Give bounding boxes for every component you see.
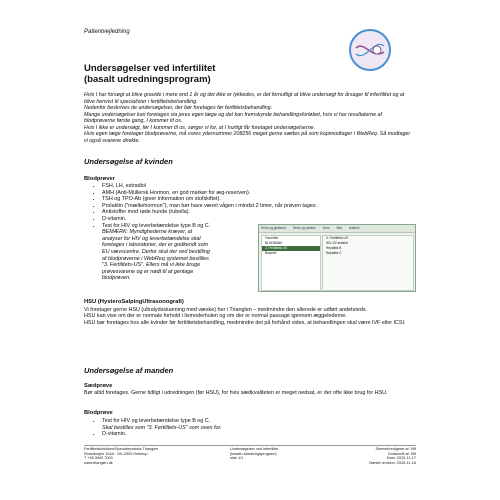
subheading-hsu: HSU (HysteroSalpingUltrasonografi) xyxy=(84,299,184,305)
tree-item: Favoritter xyxy=(265,236,279,240)
intro-paragraph: Hvis I ikke er undersøgt, før I kommer til os, sørger vi for, at I hurtigt får foretaget undersøgelserne. xyxy=(84,124,316,131)
webreq-screenshot xyxy=(258,224,416,292)
footer-line: (basalt udredningsprogram) xyxy=(230,451,277,456)
list-item: • D-vitamin. xyxy=(102,431,402,438)
intro-paragraph: Nedenfor beskrives de undersøgelser, der bør foretages før fertilitetsbehandling. xyxy=(84,105,273,111)
footer-line: Strandvejen 104A · DK-2900 Hellerup xyxy=(84,451,148,456)
footer-line: www.trianglen.dk xyxy=(84,461,113,466)
title-line-1: Undersøgelser ved infertilitet xyxy=(84,63,216,74)
document-type-label: Patientvejledning xyxy=(84,29,130,35)
list-item: • Antistoffer mod røde hunde (rubella). xyxy=(102,209,277,216)
title-line-2: (basalt udredningsprogram) xyxy=(84,74,211,85)
hsu-paragraph: Vi foretager gerne HSU (ultralydsskanning med væske) her i Trianglen – medmindre den allerede er udført andetsteds. xyxy=(84,307,368,313)
pane-item: HIV-1/2 antistof xyxy=(326,241,348,245)
intro-paragraph: Hvis egen læge foretager blodprøverne, må vores ydernummer 208256 meget gerne sættes på som kopimodtager i WebReq. Så modtager vi også svarene direkte. xyxy=(84,131,411,144)
note-line: EU vævscentre. Derfor skal der ved bestilling xyxy=(102,248,210,255)
clinic-logo xyxy=(346,26,394,74)
page-title xyxy=(84,63,215,85)
intro-paragraph: Mange undersøgelser kan foretages via jeres egen læge og det kan fremskynde behandlingsforløbet, hvis vi har resultaterne af blodprøverne første gang, I kommer til os. xyxy=(84,111,382,124)
tree-item: Biokemi xyxy=(265,251,277,255)
man-blood-test-list xyxy=(84,418,402,438)
note-line: af blodprøverne i WebReq systemet bestilles xyxy=(102,255,209,262)
hsu-paragraph: HSU bør foretages hos alle kvinder før fertilitetsbehandling, medmindre det på forhånd vides, at behandlingen skal være IVF eller ICSI. xyxy=(84,319,406,326)
hiv-test-text: • Test for HIV og leverbetændelse type B og C. xyxy=(102,222,211,229)
intro-text xyxy=(84,92,414,144)
footer-line: Skrevet/redigeret af: HB xyxy=(375,447,416,451)
hsu-text xyxy=(84,307,409,326)
footer-revision-info xyxy=(340,447,416,466)
section-heading-man: Undersøgelse af manden xyxy=(84,366,174,375)
hiv-test-text: • Test for HIV og leverbetændelse type B og C. xyxy=(102,418,211,424)
webreq-tree xyxy=(261,235,321,291)
list-item: • FSH, LH, estradiol xyxy=(102,183,277,190)
note-line: BEMÆRK: Myndighederne kræver, at xyxy=(102,229,193,236)
footer-line: Godkendt af: HB xyxy=(387,451,416,456)
section-heading-woman: Undersøgelse af kvinden xyxy=(84,157,173,166)
list-item-hiv xyxy=(102,223,277,282)
note-line: analyser for HIV og leverbetændelse skal xyxy=(102,235,201,242)
toolbar-item: Gem xyxy=(322,226,330,230)
tree-item-selected: 3. Fertilitets-US xyxy=(262,246,320,251)
toolbar-item: Slet xyxy=(336,226,342,230)
footer-clinic-info xyxy=(84,447,204,466)
semen-text: Bør altid foretages. Gerne tidligt i udredningen (før HSU), for hvis sædkvaliteten er meget nedsat, er der ofte ikke brug for HSU. xyxy=(84,390,388,396)
note-line: "3. Fertilitets-US". Ellers må vi ikke bruge xyxy=(102,262,201,269)
toolbar-item: Udskriv xyxy=(348,226,360,230)
footer-document-info xyxy=(230,447,340,461)
list-item: • D-vitamin. xyxy=(102,216,277,223)
pane-item: Hepatitis B xyxy=(326,246,342,250)
note-line: Skal bestilles som "3. Fertilitets-US" som oven for. xyxy=(102,424,222,431)
footer-divider xyxy=(84,445,416,446)
list-item xyxy=(102,418,402,431)
pane-item: 3. Fertilitets-US xyxy=(326,236,348,240)
footer-line: Undersøgelser ved infertilitet xyxy=(230,447,279,451)
pane-item: Hepatitis C xyxy=(326,251,342,255)
hsu-paragraph: HSU kan vise om der er normale forhold i livmoderhulen og om der er normal passage igennem æggelederne. xyxy=(84,313,347,320)
note-line: prøvesvarene og er nødt til at gentage xyxy=(102,268,194,275)
toolbar-item: Send og udskriv xyxy=(292,226,316,230)
intro-paragraph: Hvis I har forsøgt at blive gravide i mere end 1 år og det ikke er lykkedes, er det fornuftigt at blive undersøgt for årsager til infertilitet og at blive henvist til specialister i fertilitetsbehandling. xyxy=(84,92,405,105)
note-line: blodprøven. xyxy=(102,275,131,282)
list-item: • Prolaktin ("mælkehormon"), man bør have været vågen i mindst 2 timer, når prøven tages. xyxy=(102,203,412,210)
tree-item: BLODBANK xyxy=(265,241,283,245)
webreq-toolbar xyxy=(259,225,415,233)
footer-line: Næste revision: 2026-11-16 xyxy=(369,461,416,466)
subheading-blood-tests: Blodprøver xyxy=(84,176,115,182)
footer-line: T +45 3940 7000 xyxy=(84,456,113,461)
footer-line: Dato: 2023-11-17 xyxy=(386,456,416,461)
subheading-semen: Sædprøve xyxy=(84,383,113,389)
footer-line: side 1/1 xyxy=(230,456,244,461)
list-item: • TSH og TPO-Ab (giver information om stofskiftet). xyxy=(102,196,277,203)
subheading-blood-test-man: Blodprøve xyxy=(84,410,113,416)
note-line: foretages i laboratorier, der er godkendt som xyxy=(102,242,209,249)
toolbar-item: Send og godkend xyxy=(261,226,286,230)
list-item: • AMH (Anti-Müllersk Hormon, en god markør for æg-reserven). xyxy=(102,190,277,197)
webreq-pane xyxy=(322,235,414,291)
footer-line: Fertilitetsklinikken/Specialepraksis Trianglen xyxy=(84,447,159,451)
